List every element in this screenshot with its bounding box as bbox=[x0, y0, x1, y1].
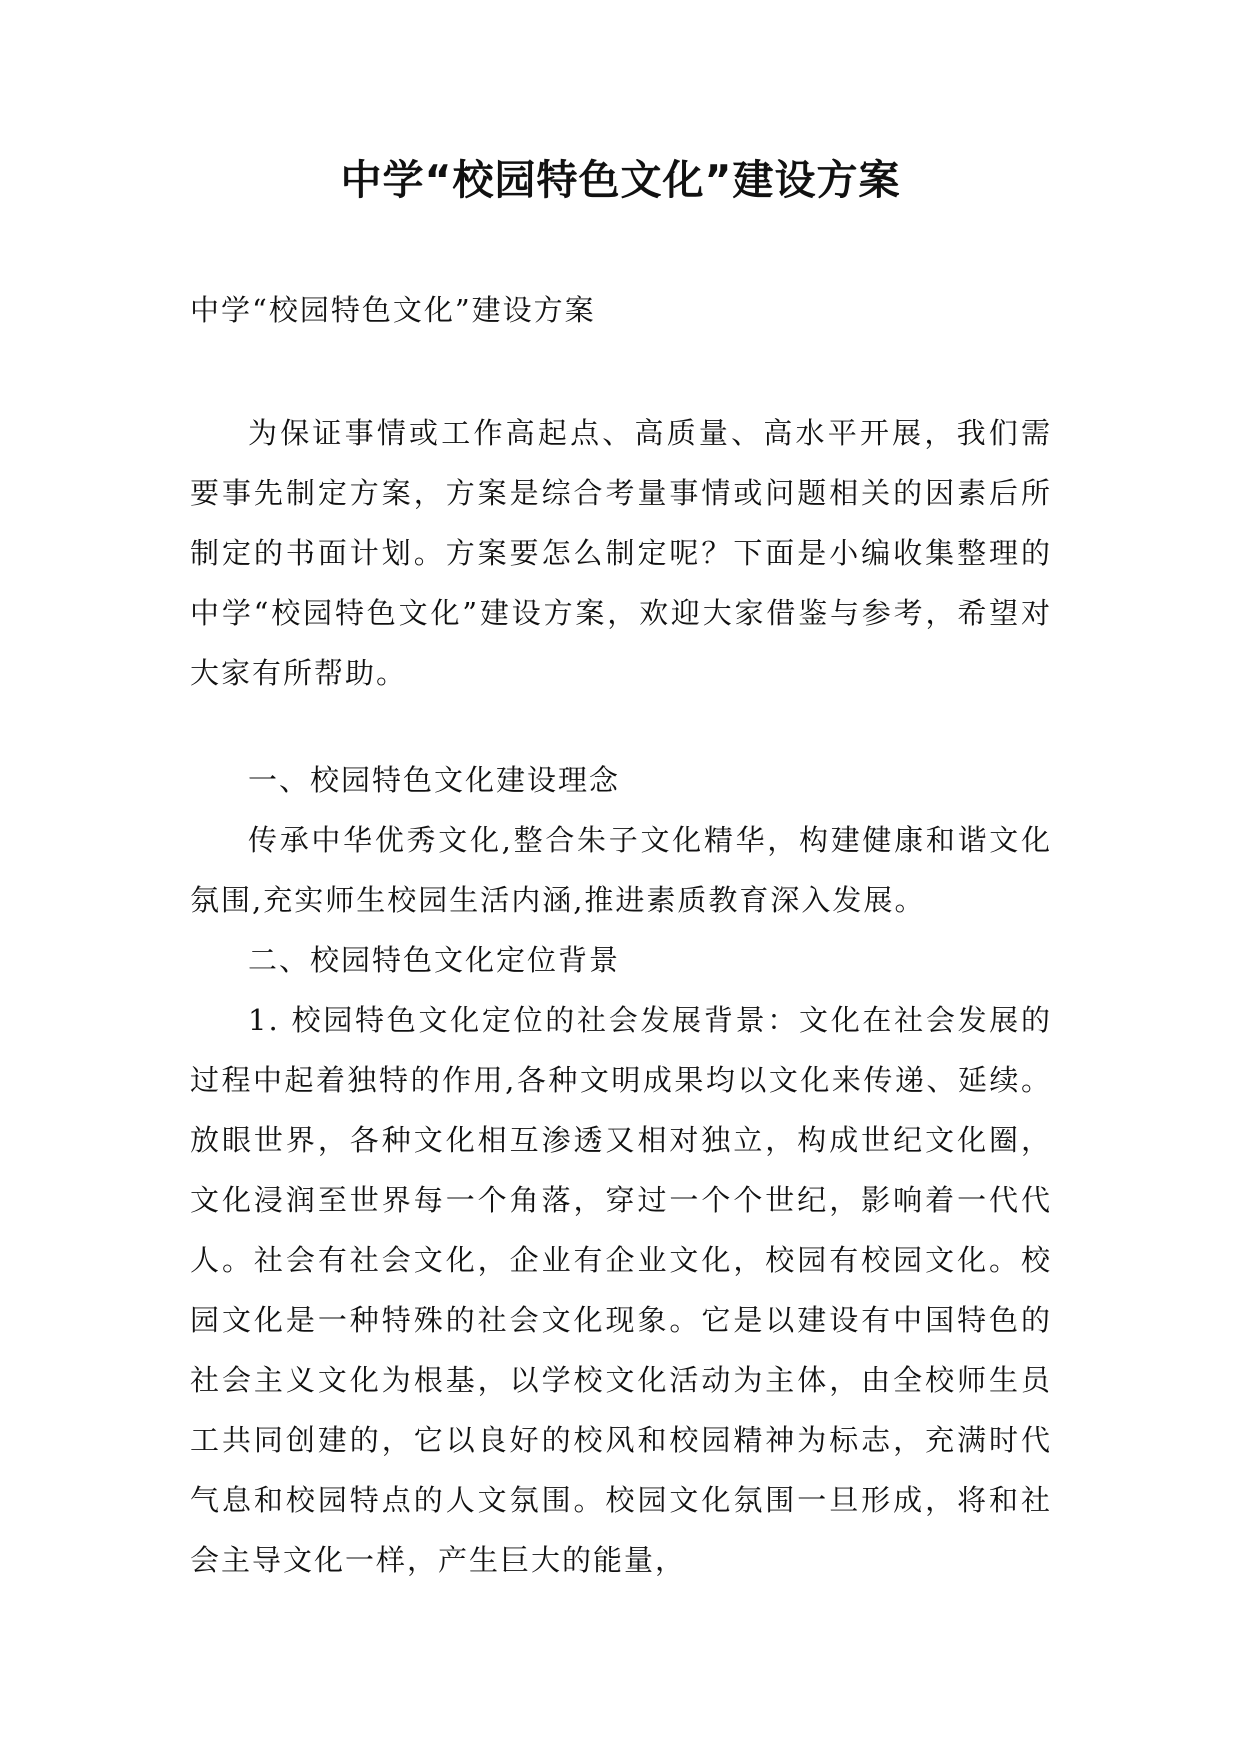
section2-heading: 二、校园特色文化定位背景 bbox=[248, 943, 621, 977]
intro-block bbox=[190, 403, 1052, 703]
document-title: 中学“校园特色文化”建设方案 bbox=[340, 156, 901, 204]
section1-heading: 一、校园特色文化建设理念 bbox=[248, 763, 621, 797]
sections-block bbox=[190, 750, 1052, 1590]
section2-item1-paragraph: 1. 校园特色文化定位的社会发展背景：文化在社会发展的过程中起着独特的作用,各种文明成果均以文化来传递、延续。放眼世界，各种文化相互渗透又相对独立，构成世纪文化圈，文化浸润至世界每一个角落，穿过一个个世纪，影响着一代代人。社会有社会文化，企业有企业文化，校园有校园文化。校园文化是一种特殊的社会文化现象。它是以建设有中国特色的社会主义文化为根基，以学校文化活动为主体，由全校师生员工共同创建的，它以良好的校风和校园精神为标志，充满时代气息和校园特点的人文氛围。校园文化氛围一旦形成，将和社会主导文化一样，产生巨大的能量， bbox=[190, 1003, 1052, 1577]
section1-paragraph: 传承中华优秀文化,整合朱子文化精华，构建健康和谐文化氛围,充实师生校园生活内涵,推进素质教育深入发展。 bbox=[190, 823, 1052, 917]
intro-paragraph: 为保证事情或工作高起点、高质量、高水平开展，我们需要事先制定方案，方案是综合考量事情或问题相关的因素后所制定的书面计划。方案要怎么制定呢？下面是小编收集整理的中学“校园特色文化”建设方案，欢迎大家借鉴与参考，希望对大家有所帮助。 bbox=[190, 416, 1052, 690]
document-subtitle: 中学“校园特色文化”建设方案 bbox=[190, 293, 596, 327]
